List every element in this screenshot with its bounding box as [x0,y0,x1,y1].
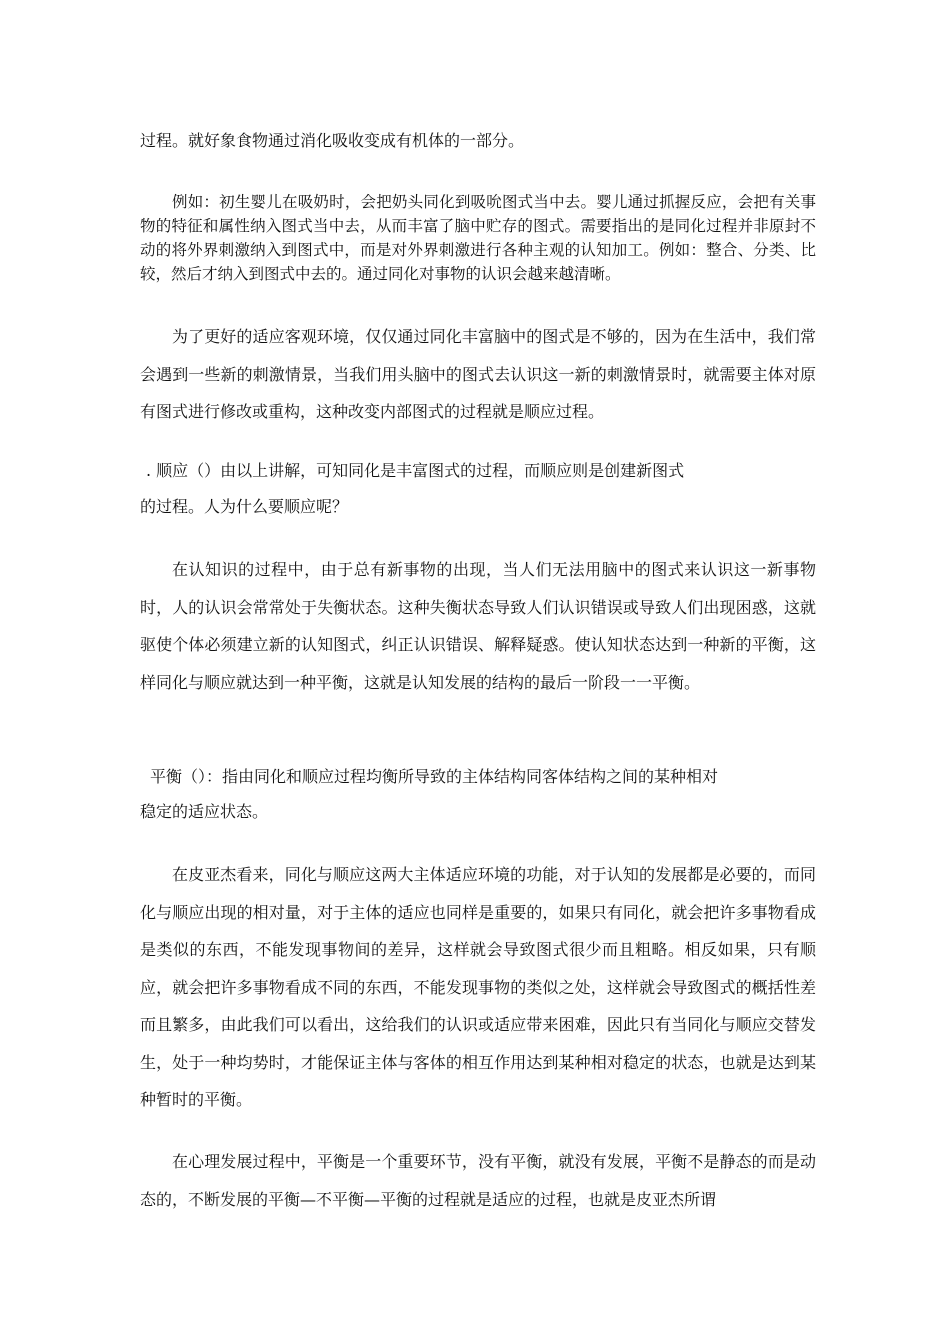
heading-equilibrium: 平衡（）：指由同化和顺应过程均衡所导致的主体结构同客体结构之间的某种相对 [150,767,719,786]
paragraph-infant-example: 例如：初生婴儿在吸奶时，会把奶头同化到吸吮图式当中去。婴儿通过抓握反应，会把有关事物的特征和属性纳入图式当中去，从而丰富了脑中贮存的图式。需要指出的是同化过程并非原封不动的将外界刺激纳入到图式中，而是对外界刺激进行各种主观的认知加工。例如：整合、分类、比较，然后才纳入到图式中去的。通过同化对事物的认识会越来越清晰。 [140,193,816,283]
heading-equilibrium-continued: 稳定的适应状态。 [140,802,269,821]
paragraph-piaget-view: 在皮亚杰看来，同化与顺应这两大主体适应环境的功能，对于认知的发展都是必要的，而同化与顺应出现的相对量，对于主体的适应也同样是重要的，如果只有同化，就会把许多事物看成是类似的东西，不能发现事物间的差异，这样就会导致图式很少而且粗略。相反如果，只有顺应，就会把许多事物看成不同的东西，不能发现事物的类似之处，这样就会导致图式的概括性差而且繁多，由此我们可以看出，这给我们的认识或适应带来困难，因此只有当同化与顺应交替发生，处于一种均势时，才能保证主体与客体的相互作用达到某种相对稳定的状态，也就是达到某种暂时的平衡。 [140,865,816,1109]
paragraph-disequilibrium: 在认知识的过程中，由于总有新事物的出现，当人们无法用脑中的图式来认识这一新事物时，人的认识会常常处于失衡状态。这种失衡状态导致人们认识错误或导致人们出现困惑，这就驱使个体必须建立新的认知图式，纠正认识错误、解释疑惑。使认知状态达到一种新的平衡，这样同化与顺应就达到一种平衡，这就是认知发展的结构的最后一阶段一一平衡。 [140,560,816,692]
paragraph-adaptation-need: 为了更好的适应客观环境，仅仅通过同化丰富脑中的图式是不够的，因为在生活中，我们常会遇到一些新的刺激情景，当我们用头脑中的图式去认识这一新的刺激情景时，就需要主体对原有图式进行修改或重构，这种改变内部图式的过程就是顺应过程。 [140,327,816,421]
heading-accommodation: . 顺应（）由以上讲解，可知同化是丰富图式的过程，而顺应则是创建新图式 [146,461,685,480]
paragraph-equilibrium-development: 在心理发展过程中，平衡是一个重要环节，没有平衡，就没有发展，平衡不是静态的而是动态的，不断发展的平衡—不平衡—平衡的过程就是适应的过程，也就是皮亚杰所谓 [140,1152,816,1209]
paragraph-assimilation-end: 过程。就好象食物通过消化吸收变成有机体的一部分。 [140,131,525,150]
heading-accommodation-continued: 的过程。人为什么要顺应呢？ [140,497,349,516]
